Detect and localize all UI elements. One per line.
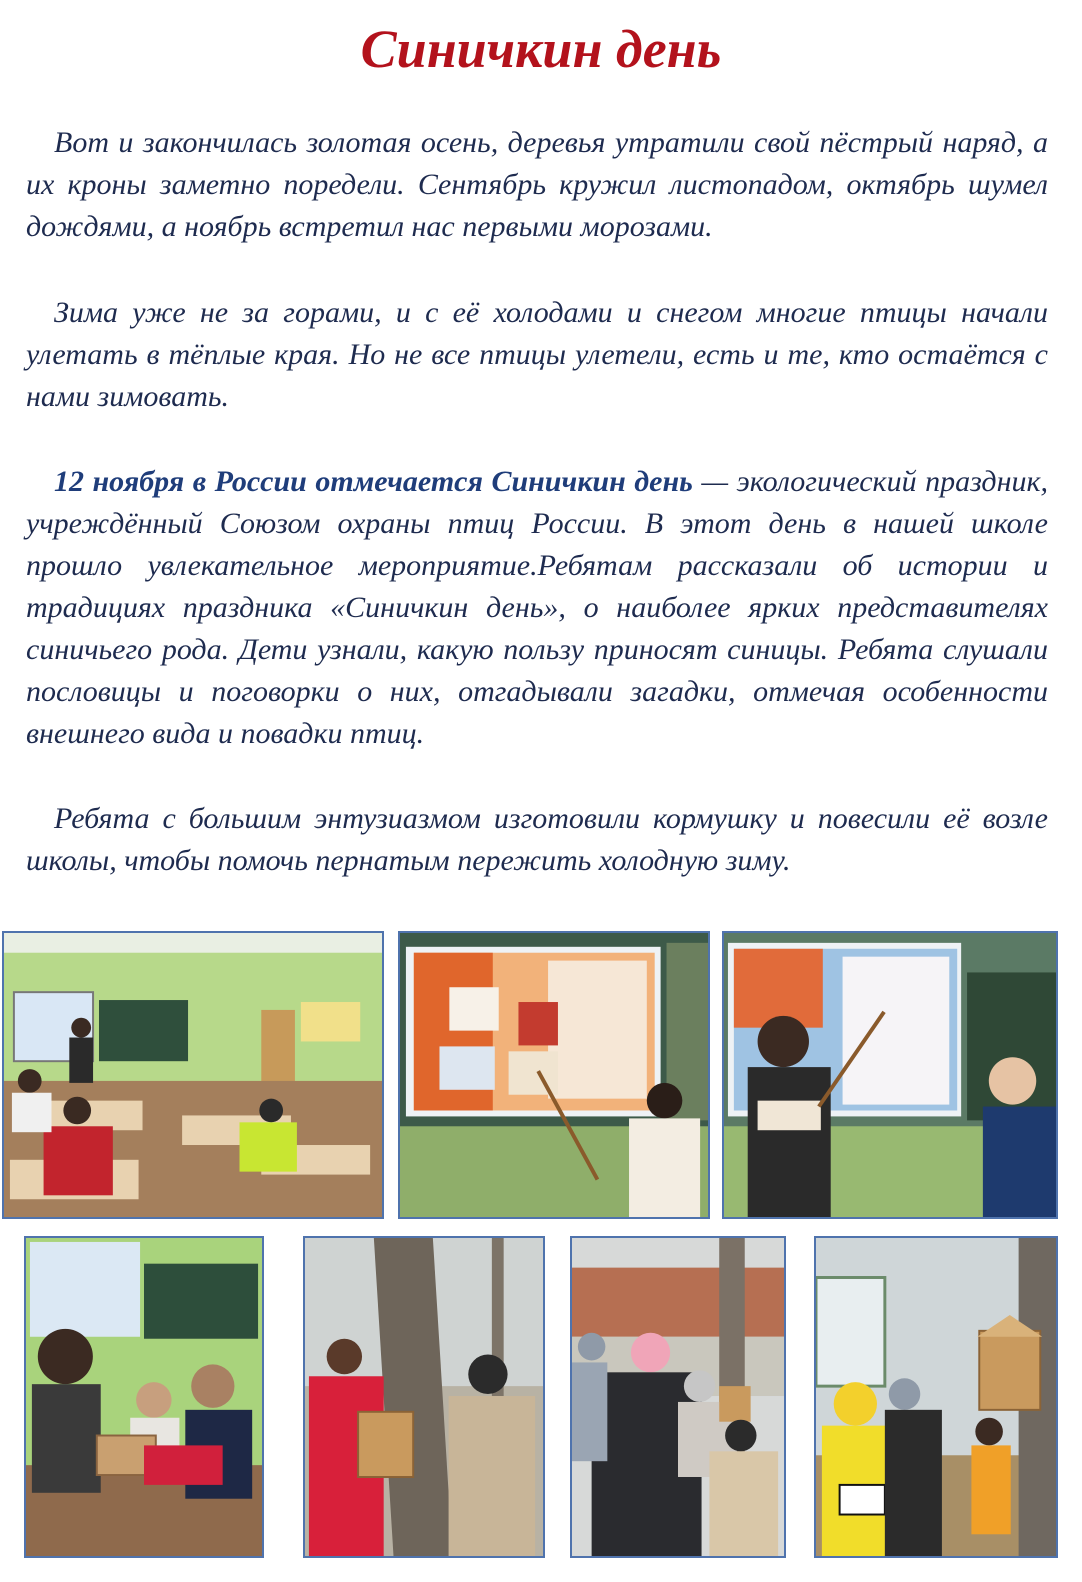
classroom-photo [2, 931, 384, 1219]
paragraph-feeder: Ребята с большим энтузиазмом изготовили кормушку и повесили её возле школы, чтобы помочь пернатым пережить холодную зиму. [26, 802, 1048, 877]
page-title: Синичкин день [360, 19, 722, 79]
presentation-photo-boy [722, 931, 1058, 1219]
craft-photo [24, 1236, 264, 1558]
paragraph-winter: Зима уже не за горами, и с её холодами и снегом многие птицы начали улетать в тёплые края. Но не все птицы улетели, есть и те, кто остаётся с нами зимовать. [26, 296, 1048, 413]
feeder-photo-group [570, 1236, 786, 1558]
feeder-photo-yellow [814, 1236, 1058, 1558]
holiday-description: — экологический праздник, учреждённый Союзом охраны птиц России. В этот день в нашей школе прошло увлекательное мероприятие.Ребятам рассказали об истории и традициях праздника «Синичкин день», о наиболее ярких представителях синичьего рода. Дети узнали, какую пользу приносят синицы. Ребята слушали пословицы и поговорки о них, отгадывали загадки, отмечая особенности внешнего вида и повадки птиц. [26, 465, 1048, 750]
feeder-photo-tree [303, 1236, 545, 1558]
paragraph-holiday [26, 461, 1048, 755]
presentation-photo-girl [398, 931, 710, 1219]
holiday-highlight: 12 ноября в России отмечается Синичкин день [54, 465, 693, 498]
paragraph-autumn: Вот и закончилась золотая осень, деревья утратили свой пёстрый наряд, а их кроны заметно поредели. Сентябрь кружил листопадом, октябрь шумел дождями, а ноябрь встретил нас первыми морозами. [26, 126, 1048, 243]
